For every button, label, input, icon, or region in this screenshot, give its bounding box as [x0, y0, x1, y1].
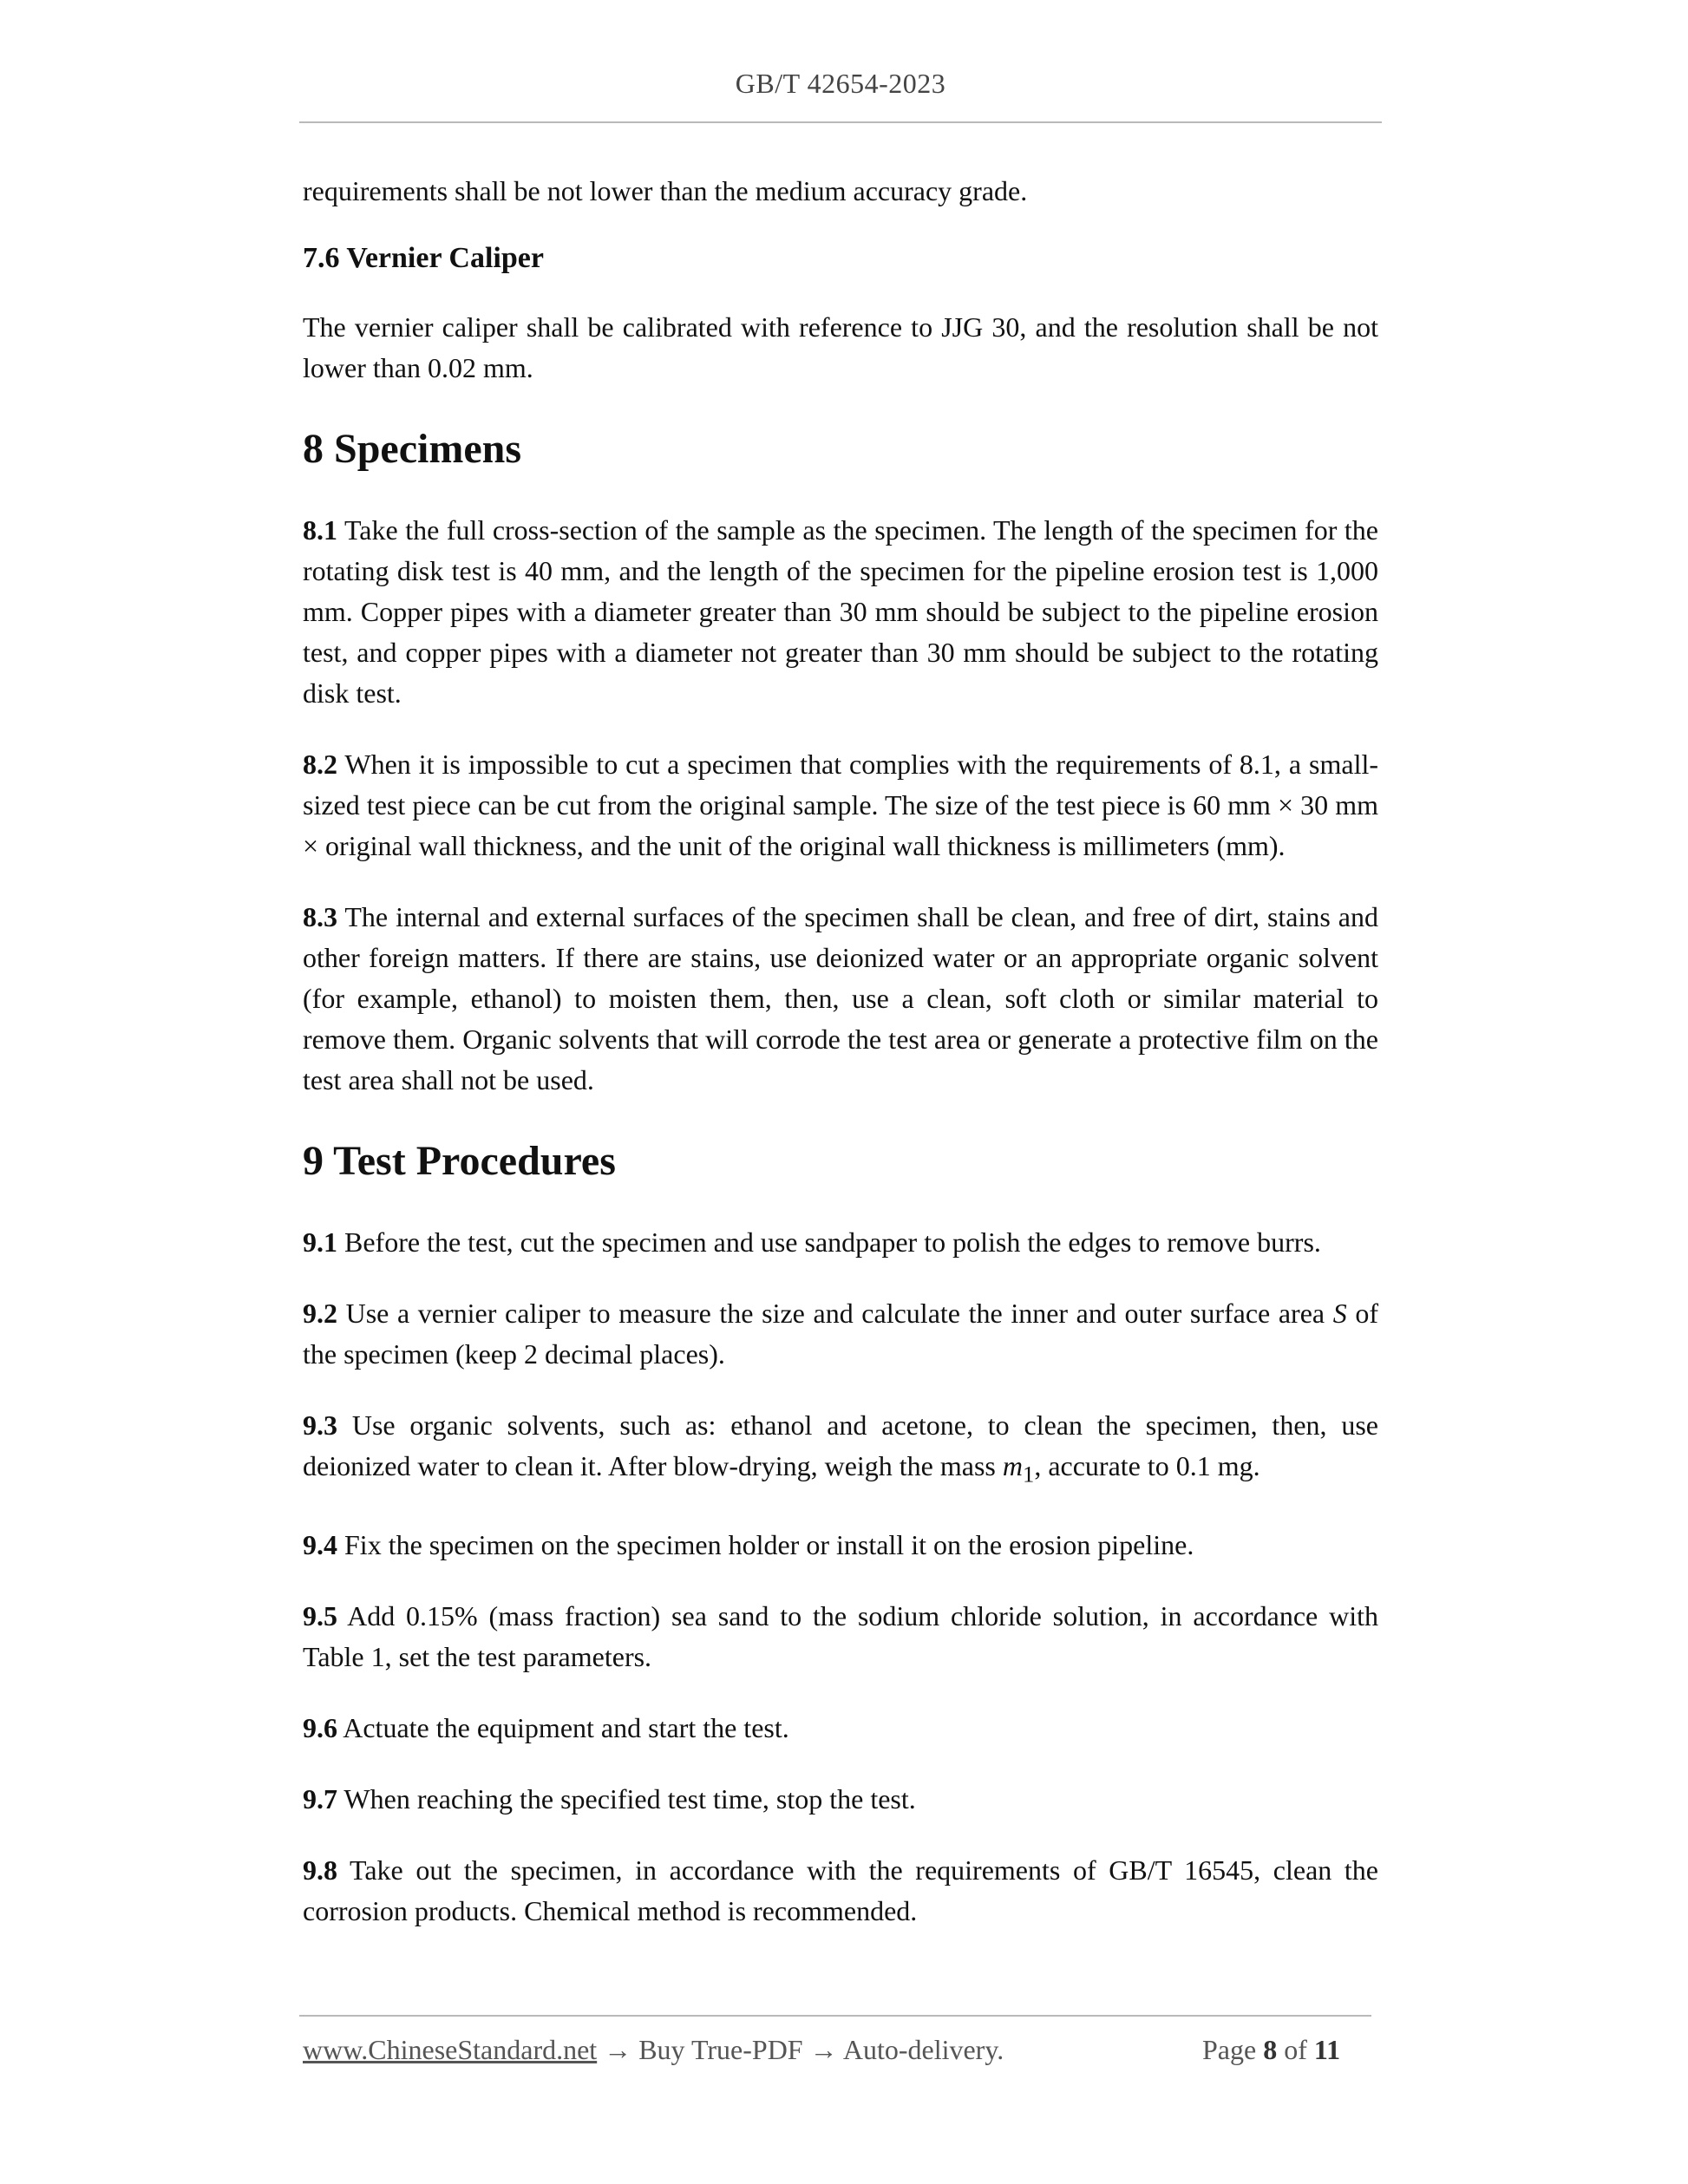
- footer-divider: [299, 2015, 1371, 2017]
- clause-text: Use a vernier caliper to measure the size and calculate the inner and outer surface area: [337, 1298, 1333, 1329]
- website-link[interactable]: www.ChineseStandard.net: [303, 2034, 598, 2065]
- clause-number: 9.4: [303, 1529, 337, 1561]
- variable-area-s: S: [1332, 1298, 1347, 1329]
- clause-9-4: [303, 1525, 1378, 1566]
- clause-9-8: [303, 1850, 1378, 1932]
- clause-text: Add 0.15% (mass fraction) sea sand to the sodium chloride solution, in accordance with Table 1, set the test parameters.: [303, 1600, 1378, 1673]
- clause-text: Actuate the equipment and start the test.: [337, 1712, 789, 1744]
- clause-text: When it is impossible to cut a specimen that complies with the requirements of 8.1, a small-sized test piece can be cut from the original sample. The size of the test piece is 60 mm × 30 mm × original wall thickness, and the unit of the original wall thickness is millimeters (mm).: [303, 749, 1378, 861]
- heading-section-8: 8 Specimens: [303, 426, 521, 472]
- heading-section-9: 9 Test Procedures: [303, 1138, 616, 1184]
- page-indicator: [1202, 2034, 1340, 2066]
- paragraph-7-6: The vernier caliper shall be calibrated with reference to JJG 30, and the resolution shall be not lower than 0.02 mm.: [303, 311, 1378, 383]
- clause-text: Take out the specimen, in accordance with the requirements of GB/T 16545, clean the corrosion products. Chemical method is recommended.: [303, 1854, 1378, 1927]
- clause-text: Take the full cross-section of the sample as the specimen. The length of the specimen for the rotating disk test is 40 mm, and the length of the specimen for the pipeline erosion test is 1,000 mm. Copper pipes with a diameter greater than 30 mm should be subject to the pipeline erosion test, and copper pipes with a diameter not greater than 30 mm should be subject to the rotating disk test.: [303, 514, 1378, 709]
- clause-number: 9.8: [303, 1854, 337, 1886]
- clause-9-5: [303, 1596, 1378, 1677]
- clause-number: 9.6: [303, 1712, 337, 1744]
- current-page-number: 8: [1263, 2034, 1278, 2065]
- clause-8-3: [303, 897, 1378, 1101]
- clause-number: 8.3: [303, 901, 337, 932]
- clause-number: 9.3: [303, 1409, 337, 1441]
- footer-promo: [303, 2034, 1004, 2066]
- clause-text: Before the test, cut the specimen and use sandpaper to polish the edges to remove burrs.: [337, 1226, 1321, 1258]
- clause-9-6: [303, 1708, 1378, 1749]
- header-divider: [299, 121, 1382, 123]
- paragraph-carryover: requirements shall be not lower than the medium accuracy grade.: [303, 175, 1028, 206]
- clause-number: 8.2: [303, 749, 337, 780]
- page-label: Page: [1202, 2034, 1264, 2065]
- clause-number: 9.1: [303, 1226, 337, 1258]
- clause-9-3: [303, 1405, 1378, 1494]
- total-page-number: 11: [1313, 2034, 1341, 2065]
- page-of-label: of: [1277, 2034, 1314, 2065]
- clause-number: 9.2: [303, 1298, 337, 1329]
- heading-7-6: 7.6 Vernier Caliper: [303, 242, 544, 274]
- clause-9-7: [303, 1779, 1378, 1820]
- variable-subscript: 1: [1022, 1461, 1035, 1488]
- clause-text: Use organic solvents, such as: ethanol and acetone, to clean the specimen, then, use deionized water to clean it. After blow-drying, weigh the mass: [303, 1409, 1378, 1481]
- clause-text: The internal and external surfaces of the specimen shall be clean, and free of dirt, stains and other foreign matters. If there are stains, use deionized water or an appropriate organic solvent (for example, ethanol) to moisten them, then, use a clean, soft cloth or similar material to remove them. Organic solvents that will corrode the test area or generate a protective film on the test area shall not be used.: [303, 901, 1378, 1095]
- clause-number: 8.1: [303, 514, 337, 546]
- clause-number: 9.5: [303, 1600, 337, 1632]
- clause-text: of the specimen (keep 2 decimal places).: [303, 1298, 1379, 1370]
- page-header-title: GB/T 42654-2023: [735, 68, 946, 99]
- clause-number: 9.7: [303, 1783, 337, 1815]
- clause-8-2: [303, 744, 1378, 866]
- clause-8-1: [303, 510, 1378, 714]
- variable-mass-m: m: [1002, 1450, 1023, 1481]
- clause-text: Fix the specimen on the specimen holder or install it on the erosion pipeline.: [337, 1529, 1194, 1561]
- clause-text: When reaching the specified test time, stop the test.: [337, 1783, 916, 1815]
- clause-9-1: [303, 1222, 1378, 1263]
- clause-text: , accurate to 0.1 mg.: [1034, 1450, 1260, 1481]
- footer-promo-text: → Buy True-PDF → Auto-delivery.: [597, 2034, 1004, 2065]
- clause-9-2: [303, 1293, 1378, 1375]
- page-content: [303, 171, 1378, 1962]
